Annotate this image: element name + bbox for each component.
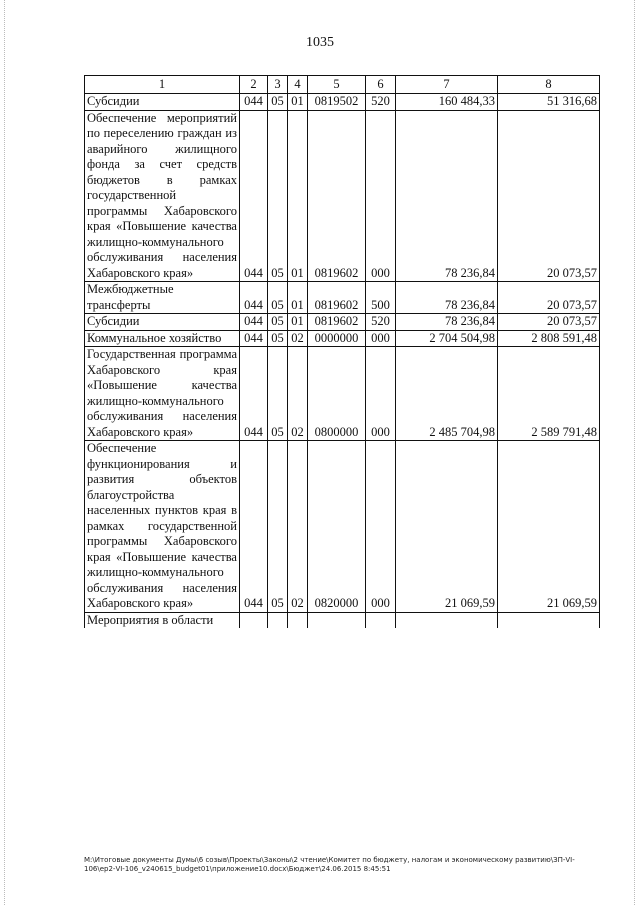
code-cell: 01 <box>288 282 308 314</box>
table-row <box>85 347 600 441</box>
row-name: Субсидии <box>85 94 240 111</box>
header-cell: 7 <box>396 76 498 94</box>
row-name: Государственная программа Хабаровского края «Повышение качества жилищно-коммунального обслуживания населения Хабаровского края» <box>85 347 240 441</box>
header-cell: 3 <box>268 76 288 94</box>
row-name: Субсидии <box>85 314 240 331</box>
table-row <box>85 330 600 347</box>
code-cell: 500 <box>366 282 396 314</box>
row-name: Межбюджетные трансферты <box>85 282 240 314</box>
amount-cell: 78 236,84 <box>396 282 498 314</box>
table-row <box>85 94 600 111</box>
code-cell: 02 <box>288 347 308 441</box>
table-row <box>85 110 600 282</box>
code-cell: 05 <box>268 110 288 282</box>
amount-cell: 2 589 791,48 <box>498 347 600 441</box>
row-name: Мероприятия в области <box>85 612 240 628</box>
code-cell: 0000000 <box>308 330 366 347</box>
header-row <box>85 76 600 94</box>
code-cell <box>240 612 268 628</box>
amount-cell: 2 704 504,98 <box>396 330 498 347</box>
amount-cell: 21 069,59 <box>396 441 498 613</box>
code-cell: 044 <box>240 441 268 613</box>
code-cell: 05 <box>268 314 288 331</box>
amount-cell: 160 484,33 <box>396 94 498 111</box>
amount-cell <box>396 612 498 628</box>
code-cell: 05 <box>268 94 288 111</box>
code-cell: 0819602 <box>308 110 366 282</box>
amount-cell: 78 236,84 <box>396 314 498 331</box>
amount-cell <box>498 612 600 628</box>
code-cell: 0819502 <box>308 94 366 111</box>
code-cell: 044 <box>240 330 268 347</box>
row-name: Обеспечение мероприятий по переселению граждан из аварийного жилищного фонда за счет средств бюджетов в рамках государственной программы Хабаровского края «Повышение качества жилищно-коммунального обслуживания населения Хабаровского края» <box>85 110 240 282</box>
row-name: Обеспечение функционирования и развития объектов благоустройства населенных пунктов края в рамках государственной программы Хабаровского края «Повышение качества жилищно-коммунального обслуживания населения Хабаровского края» <box>85 441 240 613</box>
amount-cell: 20 073,57 <box>498 110 600 282</box>
amount-cell: 78 236,84 <box>396 110 498 282</box>
code-cell: 000 <box>366 330 396 347</box>
table-row <box>85 612 600 628</box>
code-cell: 05 <box>268 330 288 347</box>
code-cell: 000 <box>366 347 396 441</box>
code-cell <box>288 612 308 628</box>
page-number: 1035 <box>306 35 334 50</box>
amount-cell: 2 808 591,48 <box>498 330 600 347</box>
amount-cell: 20 073,57 <box>498 282 600 314</box>
amount-cell: 2 485 704,98 <box>396 347 498 441</box>
header-cell: 8 <box>498 76 600 94</box>
scan-edge-right <box>634 0 636 905</box>
code-cell: 0820000 <box>308 441 366 613</box>
code-cell: 0800000 <box>308 347 366 441</box>
file-path-footer: M:\Итоговые документы Думы\6 созыв\Проекты\Законы\2 чтение\Комитет по бюджету, налогам и экономическому развитию\ЗП-VI-106\ер2-VI-106_v240615_budget01\приложение10.docx\Бюджет\24.06.2015 8:45:51 <box>84 856 575 873</box>
code-cell: 05 <box>268 441 288 613</box>
table-row <box>85 314 600 331</box>
code-cell: 044 <box>240 94 268 111</box>
code-cell: 044 <box>240 282 268 314</box>
code-cell: 01 <box>288 94 308 111</box>
amount-cell: 20 073,57 <box>498 314 600 331</box>
budget-table <box>84 75 600 628</box>
code-cell: 01 <box>288 314 308 331</box>
code-cell: 0819602 <box>308 314 366 331</box>
code-cell <box>308 612 366 628</box>
amount-cell: 51 316,68 <box>498 94 600 111</box>
header-cell: 1 <box>85 76 240 94</box>
scan-edge-left <box>4 0 6 905</box>
table-row <box>85 441 600 613</box>
row-name: Коммунальное хозяйство <box>85 330 240 347</box>
code-cell: 044 <box>240 314 268 331</box>
header-cell: 5 <box>308 76 366 94</box>
code-cell: 01 <box>288 110 308 282</box>
code-cell: 05 <box>268 282 288 314</box>
code-cell: 044 <box>240 110 268 282</box>
code-cell: 000 <box>366 110 396 282</box>
code-cell <box>268 612 288 628</box>
code-cell <box>366 612 396 628</box>
code-cell: 02 <box>288 330 308 347</box>
code-cell: 520 <box>366 94 396 111</box>
header-cell: 6 <box>366 76 396 94</box>
amount-cell: 21 069,59 <box>498 441 600 613</box>
code-cell: 02 <box>288 441 308 613</box>
code-cell: 000 <box>366 441 396 613</box>
code-cell: 0819602 <box>308 282 366 314</box>
header-cell: 4 <box>288 76 308 94</box>
table-row <box>85 282 600 314</box>
header-cell: 2 <box>240 76 268 94</box>
code-cell: 05 <box>268 347 288 441</box>
code-cell: 044 <box>240 347 268 441</box>
code-cell: 520 <box>366 314 396 331</box>
